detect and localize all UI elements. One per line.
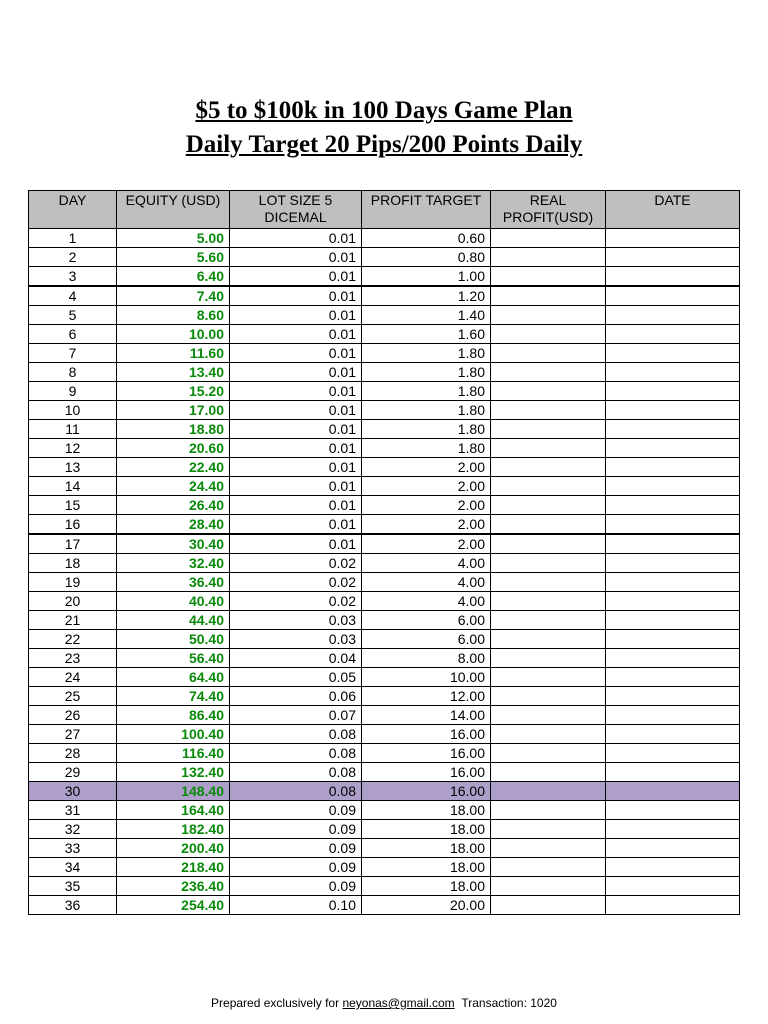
table-row [29,401,740,420]
date-cell[interactable] [606,668,740,687]
equity-cell: 11.60 [117,344,230,363]
day-cell: 23 [29,649,117,668]
day-cell: 1 [29,229,117,248]
footer [0,996,768,1010]
header-equity: EQUITY (USD) [117,191,230,229]
profit-target-cell: 1.80 [362,363,491,382]
day-cell: 30 [29,782,117,801]
table-row [29,820,740,839]
table-row [29,248,740,267]
equity-cell: 132.40 [117,763,230,782]
day-cell: 3 [29,267,117,287]
lot-size-cell: 0.01 [230,363,362,382]
day-cell: 24 [29,668,117,687]
page-subtitle: Daily Target 20 Pips/200 Points Daily [185,131,583,158]
day-cell: 35 [29,877,117,896]
equity-cell: 32.40 [117,554,230,573]
equity-cell: 26.40 [117,496,230,515]
lot-size-cell: 0.01 [230,458,362,477]
profit-target-cell: 6.00 [362,630,491,649]
day-cell: 10 [29,401,117,420]
lot-size-cell: 0.01 [230,286,362,306]
profit-target-cell: 0.80 [362,248,491,267]
lot-size-cell: 0.01 [230,534,362,554]
real-profit-cell[interactable] [491,344,606,363]
lot-size-cell: 0.01 [230,401,362,420]
table-row [29,630,740,649]
date-cell[interactable] [606,592,740,611]
day-cell: 21 [29,611,117,630]
game-plan-table [28,190,740,915]
table-row [29,363,740,382]
header-real-profit: REAL PROFIT(USD) [491,191,606,229]
footer-prefix: Prepared exclusively for [211,996,340,1010]
date-cell[interactable] [606,706,740,725]
table-row [29,858,740,877]
real-profit-cell[interactable] [491,286,606,306]
header-lot-size: LOT SIZE 5 DICEMAL [230,191,362,229]
lot-size-cell: 0.09 [230,820,362,839]
table-row [29,534,740,554]
table-row [29,649,740,668]
profit-target-cell: 4.00 [362,592,491,611]
real-profit-cell[interactable] [491,496,606,515]
profit-target-cell: 2.00 [362,458,491,477]
table-row [29,382,740,401]
equity-cell: 100.40 [117,725,230,744]
lot-size-cell: 0.04 [230,649,362,668]
lot-size-cell: 0.07 [230,706,362,725]
real-profit-cell[interactable] [491,325,606,344]
day-cell: 32 [29,820,117,839]
equity-cell: 64.40 [117,668,230,687]
real-profit-cell[interactable] [491,458,606,477]
day-cell: 34 [29,858,117,877]
date-cell[interactable] [606,611,740,630]
equity-cell: 15.20 [117,382,230,401]
table-row [29,420,740,439]
day-cell: 12 [29,439,117,458]
real-profit-cell[interactable] [491,267,606,287]
day-cell: 28 [29,744,117,763]
date-cell[interactable] [606,896,740,915]
lot-size-cell: 0.01 [230,420,362,439]
day-cell: 9 [29,382,117,401]
profit-target-cell: 2.00 [362,496,491,515]
equity-cell: 218.40 [117,858,230,877]
day-cell: 6 [29,325,117,344]
profit-target-cell: 20.00 [362,896,491,915]
profit-target-cell: 18.00 [362,858,491,877]
profit-target-cell: 14.00 [362,706,491,725]
day-cell: 19 [29,573,117,592]
real-profit-cell[interactable] [491,687,606,706]
profit-target-cell: 18.00 [362,801,491,820]
lot-size-cell: 0.08 [230,763,362,782]
equity-cell: 40.40 [117,592,230,611]
header-profit-target: PROFIT TARGET [362,191,491,229]
equity-cell: 36.40 [117,573,230,592]
date-cell[interactable] [606,573,740,592]
lot-size-cell: 0.01 [230,477,362,496]
lot-size-cell: 0.01 [230,229,362,248]
real-profit-cell[interactable] [491,363,606,382]
table-row [29,763,740,782]
equity-cell: 236.40 [117,877,230,896]
real-profit-cell[interactable] [491,782,606,801]
header-day: DAY [29,191,117,229]
table-row [29,687,740,706]
day-cell: 16 [29,515,117,535]
table-row [29,839,740,858]
real-profit-cell[interactable] [491,839,606,858]
date-cell[interactable] [606,801,740,820]
day-cell: 4 [29,286,117,306]
lot-size-cell: 0.01 [230,515,362,535]
real-profit-cell[interactable] [491,248,606,267]
profit-target-cell: 1.80 [362,382,491,401]
lot-size-cell: 0.06 [230,687,362,706]
lot-size-cell: 0.09 [230,877,362,896]
real-profit-cell[interactable] [491,725,606,744]
real-profit-cell[interactable] [491,515,606,535]
table-row [29,725,740,744]
real-profit-cell[interactable] [491,706,606,725]
lot-size-cell: 0.08 [230,744,362,763]
table-row [29,477,740,496]
date-cell[interactable] [606,820,740,839]
lot-size-cell: 0.01 [230,496,362,515]
date-cell[interactable] [606,344,740,363]
date-cell[interactable] [606,687,740,706]
date-cell[interactable] [606,496,740,515]
day-cell: 31 [29,801,117,820]
table-row [29,611,740,630]
day-cell: 15 [29,496,117,515]
profit-target-cell: 6.00 [362,611,491,630]
date-cell[interactable] [606,649,740,668]
lot-size-cell: 0.02 [230,573,362,592]
date-cell[interactable] [606,401,740,420]
date-cell[interactable] [606,782,740,801]
date-cell[interactable] [606,382,740,401]
date-cell[interactable] [606,325,740,344]
profit-target-cell: 8.00 [362,649,491,668]
table-row [29,573,740,592]
table-row [29,782,740,801]
day-cell: 5 [29,306,117,325]
lot-size-cell: 0.09 [230,801,362,820]
table-row [29,877,740,896]
real-profit-cell[interactable] [491,611,606,630]
day-cell: 11 [29,420,117,439]
date-cell[interactable] [606,248,740,267]
day-cell: 29 [29,763,117,782]
real-profit-cell[interactable] [491,439,606,458]
table-row [29,496,740,515]
real-profit-cell[interactable] [491,592,606,611]
date-cell[interactable] [606,744,740,763]
lot-size-cell: 0.03 [230,630,362,649]
lot-size-cell: 0.10 [230,896,362,915]
real-profit-cell[interactable] [491,382,606,401]
real-profit-cell[interactable] [491,401,606,420]
equity-cell: 20.60 [117,439,230,458]
day-cell: 7 [29,344,117,363]
real-profit-cell[interactable] [491,820,606,839]
lot-size-cell: 0.01 [230,344,362,363]
equity-cell: 5.60 [117,248,230,267]
day-cell: 18 [29,554,117,573]
profit-target-cell: 16.00 [362,744,491,763]
date-cell[interactable] [606,630,740,649]
lot-size-cell: 0.02 [230,592,362,611]
table-header-row [29,191,740,229]
equity-cell: 18.80 [117,420,230,439]
date-cell[interactable] [606,858,740,877]
lot-size-cell: 0.09 [230,858,362,877]
date-cell[interactable] [606,439,740,458]
lot-size-cell: 0.05 [230,668,362,687]
day-cell: 33 [29,839,117,858]
real-profit-cell[interactable] [491,630,606,649]
date-cell[interactable] [606,306,740,325]
table-row [29,515,740,535]
date-cell[interactable] [606,458,740,477]
profit-target-cell: 18.00 [362,820,491,839]
equity-cell: 6.40 [117,267,230,287]
equity-cell: 74.40 [117,687,230,706]
date-cell[interactable] [606,420,740,439]
table-row [29,592,740,611]
date-cell[interactable] [606,267,740,287]
lot-size-cell: 0.09 [230,839,362,858]
lot-size-cell: 0.01 [230,439,362,458]
lot-size-cell: 0.01 [230,267,362,287]
equity-cell: 22.40 [117,458,230,477]
table-row [29,286,740,306]
table-row [29,229,740,248]
lot-size-cell: 0.01 [230,306,362,325]
table-row [29,439,740,458]
day-cell: 36 [29,896,117,915]
equity-cell: 5.00 [117,229,230,248]
table-row [29,896,740,915]
lot-size-cell: 0.08 [230,782,362,801]
profit-target-cell: 1.00 [362,267,491,287]
profit-target-cell: 2.00 [362,534,491,554]
profit-target-cell: 2.00 [362,477,491,496]
profit-target-cell: 18.00 [362,877,491,896]
footer-transaction: Transaction: 1020 [461,996,557,1010]
real-profit-cell[interactable] [491,877,606,896]
equity-cell: 7.40 [117,286,230,306]
profit-target-cell: 2.00 [362,515,491,535]
lot-size-cell: 0.01 [230,248,362,267]
profit-target-cell: 10.00 [362,668,491,687]
equity-cell: 10.00 [117,325,230,344]
profit-target-cell: 12.00 [362,687,491,706]
table-row [29,458,740,477]
table-row [29,668,740,687]
date-cell[interactable] [606,554,740,573]
day-cell: 25 [29,687,117,706]
real-profit-cell[interactable] [491,420,606,439]
profit-target-cell: 16.00 [362,763,491,782]
day-cell: 20 [29,592,117,611]
table-row [29,267,740,287]
date-cell[interactable] [606,725,740,744]
table-body [29,229,740,915]
table-row [29,706,740,725]
day-cell: 22 [29,630,117,649]
equity-cell: 200.40 [117,839,230,858]
lot-size-cell: 0.08 [230,725,362,744]
equity-cell: 254.40 [117,896,230,915]
equity-cell: 50.40 [117,630,230,649]
real-profit-cell[interactable] [491,763,606,782]
date-cell[interactable] [606,839,740,858]
table-row [29,306,740,325]
date-cell[interactable] [606,477,740,496]
equity-cell: 148.40 [117,782,230,801]
equity-cell: 28.40 [117,515,230,535]
day-cell: 2 [29,248,117,267]
date-cell[interactable] [606,286,740,306]
equity-cell: 86.40 [117,706,230,725]
profit-target-cell: 1.80 [362,420,491,439]
page-title: $5 to $100k in 100 Days Game Plan [195,97,573,124]
footer-email-link[interactable]: neyonas@gmail.com [342,996,455,1010]
real-profit-cell[interactable] [491,858,606,877]
equity-cell: 164.40 [117,801,230,820]
date-cell[interactable] [606,515,740,535]
real-profit-cell[interactable] [491,229,606,248]
real-profit-cell[interactable] [491,306,606,325]
table-row [29,344,740,363]
equity-cell: 13.40 [117,363,230,382]
equity-cell: 116.40 [117,744,230,763]
equity-cell: 24.40 [117,477,230,496]
date-cell[interactable] [606,229,740,248]
equity-cell: 56.40 [117,649,230,668]
day-cell: 17 [29,534,117,554]
real-profit-cell[interactable] [491,801,606,820]
profit-target-cell: 1.80 [362,401,491,420]
profit-target-cell: 1.40 [362,306,491,325]
table-row [29,801,740,820]
profit-target-cell: 0.60 [362,229,491,248]
profit-target-cell: 1.80 [362,344,491,363]
date-cell[interactable] [606,763,740,782]
equity-cell: 17.00 [117,401,230,420]
equity-cell: 182.40 [117,820,230,839]
lot-size-cell: 0.01 [230,325,362,344]
profit-target-cell: 1.80 [362,439,491,458]
lot-size-cell: 0.01 [230,382,362,401]
date-cell[interactable] [606,534,740,554]
day-cell: 27 [29,725,117,744]
real-profit-cell[interactable] [491,744,606,763]
day-cell: 8 [29,363,117,382]
table-row [29,744,740,763]
day-cell: 13 [29,458,117,477]
real-profit-cell[interactable] [491,668,606,687]
profit-target-cell: 4.00 [362,554,491,573]
equity-cell: 30.40 [117,534,230,554]
profit-target-cell: 1.20 [362,286,491,306]
header-date: DATE [606,191,740,229]
date-cell[interactable] [606,877,740,896]
real-profit-cell[interactable] [491,554,606,573]
profit-target-cell: 4.00 [362,573,491,592]
date-cell[interactable] [606,363,740,382]
real-profit-cell[interactable] [491,573,606,592]
profit-target-cell: 16.00 [362,725,491,744]
real-profit-cell[interactable] [491,896,606,915]
real-profit-cell[interactable] [491,477,606,496]
table-row [29,554,740,573]
day-cell: 14 [29,477,117,496]
equity-cell: 44.40 [117,611,230,630]
real-profit-cell[interactable] [491,534,606,554]
table-row [29,325,740,344]
profit-target-cell: 18.00 [362,839,491,858]
day-cell: 26 [29,706,117,725]
lot-size-cell: 0.02 [230,554,362,573]
profit-target-cell: 16.00 [362,782,491,801]
lot-size-cell: 0.03 [230,611,362,630]
real-profit-cell[interactable] [491,649,606,668]
equity-cell: 8.60 [117,306,230,325]
profit-target-cell: 1.60 [362,325,491,344]
